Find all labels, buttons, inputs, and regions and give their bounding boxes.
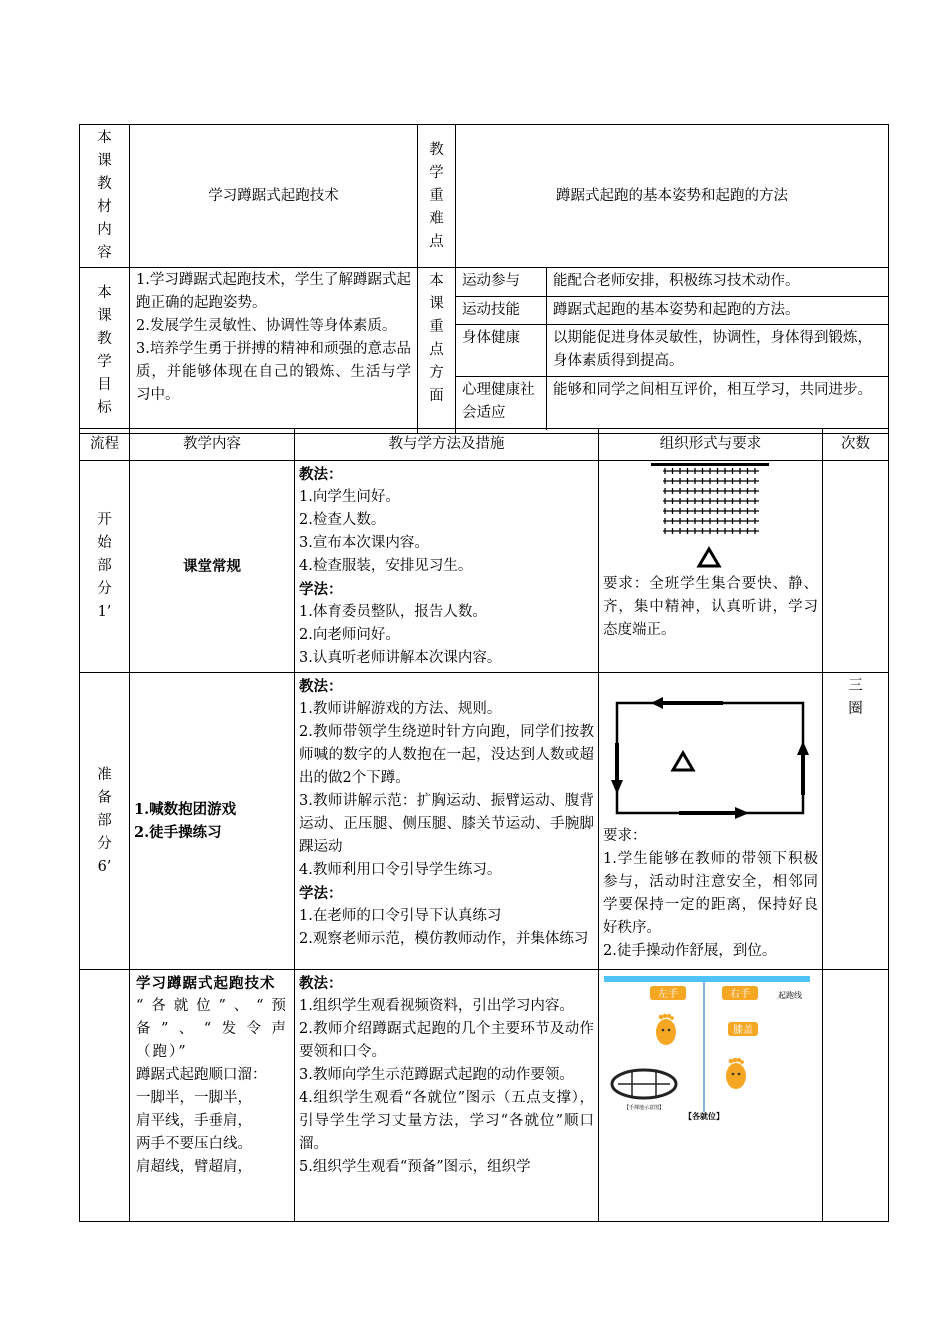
focus-value: 能配合老师安排，积极练习技术动作。 xyxy=(547,268,889,296)
goal-list xyxy=(130,268,418,434)
process-table xyxy=(79,428,889,1222)
learn-item: 3.认真听老师讲解本次课内容。 xyxy=(299,650,502,666)
hand-support-icon xyxy=(612,1070,676,1098)
content-item: 肩超线，臂超肩， xyxy=(136,1159,252,1175)
teach-title: 教法： xyxy=(299,678,343,695)
organization-text: 要求：全班学生集合要快、静、齐，集中精神，认真听讲，学习态度端正。 xyxy=(603,576,818,638)
teach-item: 2.教师介绍蹲踞式起跑的几个主要环节及动作要领和口令。 xyxy=(299,1021,594,1060)
count-cell xyxy=(823,461,889,673)
count-cell xyxy=(823,970,889,1222)
organization-cell xyxy=(599,673,823,970)
content-item: 1.喊数抱团游戏 xyxy=(134,801,237,818)
learn-item: 2.向老师问好。 xyxy=(299,627,400,643)
teach-item: 3.教师向学生示范蹲踞式起跑的动作要领。 xyxy=(299,1067,574,1083)
teacher-triangle-icon xyxy=(673,753,693,770)
content-title: 学习蹲踞式起跑技术 xyxy=(136,975,276,992)
teach-item: 2.检查人数。 xyxy=(299,512,386,528)
arrow-right-icon xyxy=(735,807,749,819)
focus-value: 以期能促进身体灵敏性，协调性，身体得到锻炼，身体素质得到提高。 xyxy=(547,324,889,376)
teacher-triangle-icon xyxy=(699,549,719,566)
hand-support-caption: 【手撑地示意图】 xyxy=(623,1105,665,1111)
count-cell xyxy=(823,673,889,970)
content-item: 课堂常规 xyxy=(130,461,295,673)
teach-item: 1.组织学生观看视频资料，引出学习内容。 xyxy=(299,998,574,1014)
content-item: 肩平线，手垂肩， xyxy=(136,1113,252,1129)
content-label: 本课教材内容 xyxy=(97,130,112,261)
running-route-diagram xyxy=(603,675,817,825)
focus-key: 运动技能 xyxy=(456,296,547,324)
goal-item: 2.发展学生灵敏性、协调性等身体素质。 xyxy=(136,318,397,334)
learn-title: 学法： xyxy=(299,885,343,902)
goal-item: 3.培养学生勇于拼搏的精神和顽强的意志品质，并能够体现在自己的锻炼、生活与学习中。 xyxy=(136,341,411,403)
stage-start-cell xyxy=(80,461,130,673)
header-method: 教与学方法及措施 xyxy=(295,429,599,461)
content-item: 两手不要压白线。 xyxy=(136,1136,252,1152)
learn-title: 学法： xyxy=(299,581,343,598)
lesson-overview-table xyxy=(79,124,889,434)
stage-label: 准备部分6’ xyxy=(97,766,112,875)
teach-item: 3.宣布本次课内容。 xyxy=(299,535,429,551)
difficulty-label-cell xyxy=(418,125,456,268)
content-cell xyxy=(130,673,295,970)
content-label-cell xyxy=(80,125,130,268)
organization-cell xyxy=(599,461,823,673)
teach-item: 5.组织学生观看“预备”图示，组织学 xyxy=(299,1159,531,1175)
teach-item: 1.向学生问好。 xyxy=(299,489,400,505)
focus-label: 本课重点方面 xyxy=(429,273,444,404)
header-organization: 组织形式与要求 xyxy=(599,429,823,461)
header-content: 教学内容 xyxy=(130,429,295,461)
formation-diagram xyxy=(603,463,817,571)
diagram-caption: 【各就位】 xyxy=(684,1112,724,1121)
header-count: 次数 xyxy=(823,429,889,461)
start-line-label: 起跑线 xyxy=(778,991,802,1000)
learn-item: 1.在老师的口令引导下认真练习 xyxy=(299,908,502,924)
learn-item: 1.体育委员整队，报告人数。 xyxy=(299,604,487,620)
content-value: 学习蹲踞式起跑技术 xyxy=(130,125,418,268)
focus-key: 运动参与 xyxy=(456,268,547,296)
goal-label-cell xyxy=(80,268,130,434)
content-item: “各就位”、“预备”、“发令声（跑）” xyxy=(136,998,288,1060)
teach-item: 4.组织学生观看“各就位”图示（五点支撑），引导学生学习丈量方法，学习“各就位”顺口溜。 xyxy=(299,1090,594,1152)
focus-table xyxy=(456,268,888,430)
organization-cell xyxy=(599,970,823,1222)
organization-text: 1.学生能够在教师的带领下积极参与，活动时注意安全，相邻同学要保持一定的距离，保持好良好秩序。 xyxy=(603,851,818,936)
organization-text: 2.徒手操动作舒展，到位。 xyxy=(603,943,777,959)
teach-title: 教法： xyxy=(299,466,343,483)
difficulty-value: 蹲踞式起跑的基本姿势和起跑的方法 xyxy=(456,125,889,268)
arrow-left-icon xyxy=(651,697,663,709)
goal-item: 1.学习蹲踞式起跑技术，学生了解蹲踞式起跑正确的起跑姿势。 xyxy=(136,272,411,311)
focus-label-cell xyxy=(418,268,456,434)
teach-item: 4.检查服装，安排见习生。 xyxy=(299,558,473,574)
focus-cell xyxy=(456,268,889,434)
stage-prep-cell xyxy=(80,673,130,970)
learn-item: 2.观察老师示范，模仿教师动作，并集体练习 xyxy=(299,931,589,947)
stage-basic-cell xyxy=(80,970,130,1222)
content-cell xyxy=(130,970,295,1222)
organization-text: 要求： xyxy=(603,828,647,844)
teach-title: 教法： xyxy=(299,975,343,992)
teach-item: 2.教师带领学生绕逆时针方向跑，同学们按教师喊的数字的人数抱在一起，没达到人数或超出的做2个下蹲。 xyxy=(299,724,594,786)
focus-value: 能够和同学之间相互评价，相互学习，共同进步。 xyxy=(553,381,872,398)
focus-key: 心理健康社会适应 xyxy=(456,376,547,430)
goal-label: 本课教学目标 xyxy=(97,284,112,416)
method-cell xyxy=(295,461,599,673)
teach-item: 4.教师利用口令引导学生练习。 xyxy=(299,862,502,878)
header-stage: 流程 xyxy=(80,429,130,461)
focus-key: 身体健康 xyxy=(456,324,547,376)
right-foot-icon xyxy=(726,1058,746,1089)
teach-item: 3.教师讲解示范：扩胸运动、振臂运动、腹背运动、正压腿、侧压腿、膝关节运动、手腕脚踝运动 xyxy=(299,793,594,855)
arrow-down-icon xyxy=(611,780,623,794)
left-foot-icon xyxy=(656,1014,676,1045)
method-cell xyxy=(295,970,599,1222)
right-hand-label: 右手 xyxy=(730,989,750,1000)
method-cell xyxy=(295,673,599,970)
count-value: 三圈 xyxy=(848,678,863,717)
teach-item: 1.教师讲解游戏的方法、规则。 xyxy=(299,701,502,717)
arrow-up-icon xyxy=(797,741,809,755)
on-your-marks-diagram xyxy=(604,972,818,1122)
content-item: 2.徒手操练习 xyxy=(134,824,222,841)
knee-label: 膝盖 xyxy=(733,1025,753,1036)
difficulty-label: 教学重难点 xyxy=(429,141,444,250)
content-item: 蹲踞式起跑顺口溜： xyxy=(136,1067,267,1083)
left-hand-label: 左手 xyxy=(658,989,678,1000)
focus-value: 蹲踞式起跑的基本姿势和起跑的方法。 xyxy=(547,296,889,324)
content-item: 一脚半，一脚半， xyxy=(136,1090,252,1106)
stage-label: 开始部分1’ xyxy=(97,512,112,620)
